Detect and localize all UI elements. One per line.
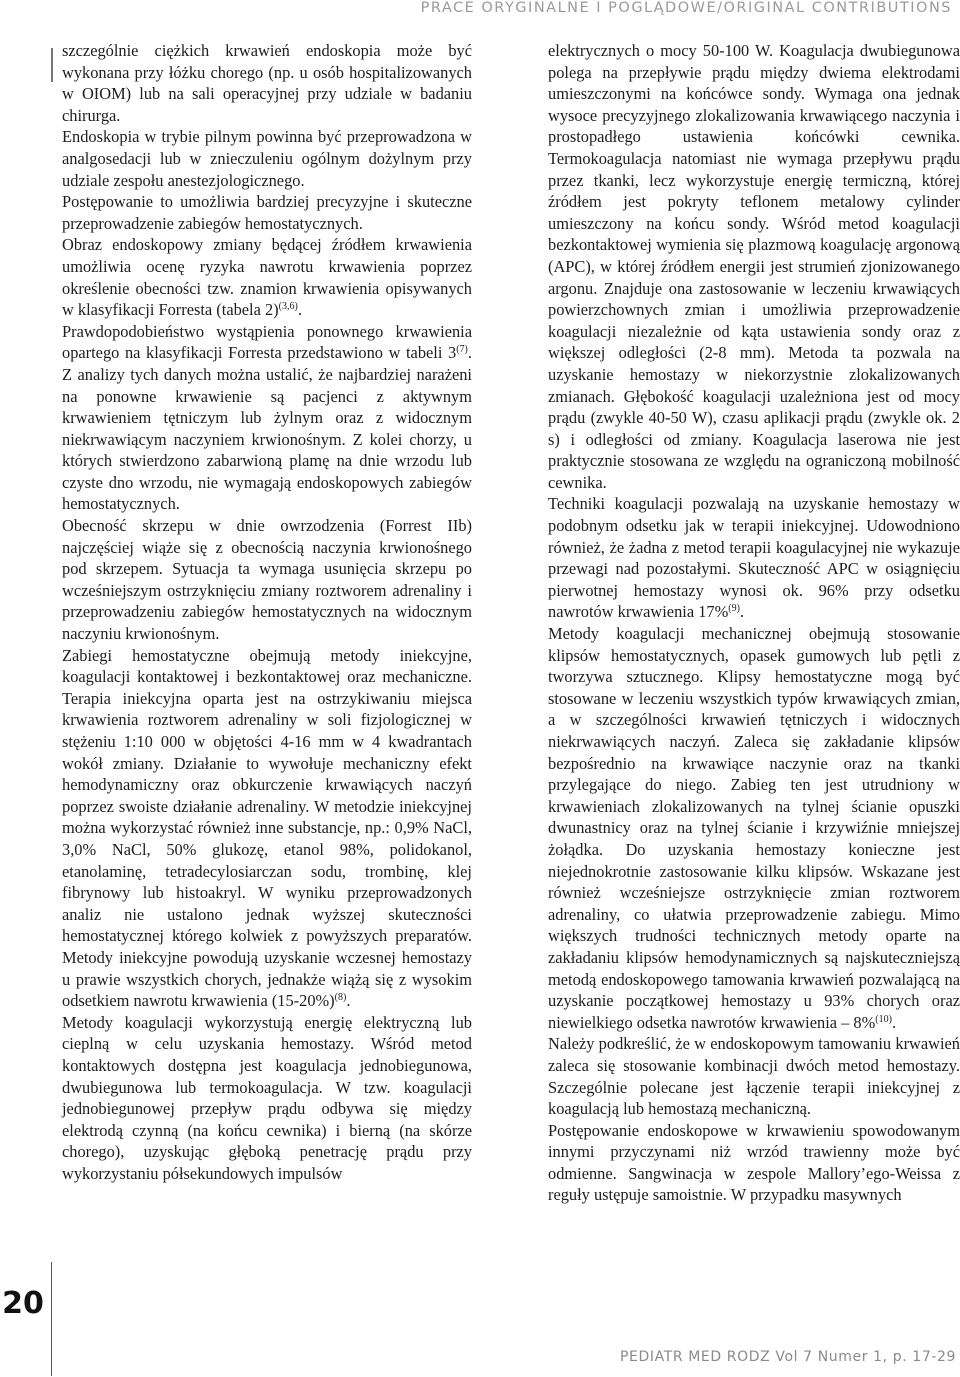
paragraph: Metody koagulacji mechanicznej obejmują stosowanie klipsów hemostatycznych, opasek gumowych lub pętli z tworzywa sztucznego. Klipsy hemostatyczne mogą być stosowane w leczeniu wszystkich typów krwawiących zmian, a w szczególności krwawień tętniczych i widocznych niekrwawiących naczyń. Zaleca się zakładanie klipsów bezpośrednio na krwawiące naczynie oraz na tkanki przylegające do niego. Zabieg ten jest utrudniony w krwawieniach zlokalizowanych na tylnej ścianie opuszki dwunastnicy oraz na tylnej ścianie i krzywiźnie mniejszej żołądka. Do uzyskania hemostazy konieczne jest niejednokrotnie zastosowanie kilku klipsów. Wskazane jest również wcześniejsze ostrzyknięcie zmian roztworem adrenaliny, co ułatwia przeprowadzenie zabiegu. Mimo większych trudności technicznych metody oparte na zakładaniu klipsów hemodynamicznych są najskuteczniejszą metodą endoskopowego tamowania krwawień pozwalającą na uzyskanie początkowej hemostazy u 93% chorych oraz niewielkiego odsetka nawrotów krwawienia – 8%$^{(10)}$. (548, 624, 960, 1032)
paragraph: Metody koagulacji wykorzystują energię elektryczną lub cieplną w celu uzyskania hemostazy. Wśród metod kontaktowych dostępna jest koagulacja jednobiegunowa, dwubiegunowa lub termokoagulacja. W tzw. koagulacji jednobiegunowej przepływ prądu odbywa się między elektrodą czynną (na końcu cewnika) i bierną (na skórze chorego), uzyskując głęboką penetrację prądu przy wykorzystaniu półsekundowych impulsów (62, 1012, 472, 1183)
paragraph: Prawdopodobieństwo wystąpienia ponownego krwawienia opartego na klasyfikacji Forresta przedstawiono w tabeli 3$^{(7)}$. Z analizy tych danych można ustalić, że najbardziej narażeni na ponowne krwawienie są pacjenci z aktywnym krwawieniem tętniczym lub żylnym oraz z widocznym niekrwawiącym naczyniem krwionośnym. Z kolei chorzy, u których stwierdzono zabarwioną plamę na dnie wrzodu lub czyste dno wrzodu, nie wymagają endoskopowych zabiegów hemostatycznych. (62, 321, 472, 514)
paragraph: Obraz endoskopowy zmiany będącej źródłem krwawienia umożliwia ocenę ryzyka nawrotu krwawienia poprzez określenie obecności tzw. znamion krwawienia opisywanych w klasyfikacji Forresta (tabela 2)$^{(3,6)}$. (62, 235, 472, 320)
paragraph: Postępowanie to umożliwia bardziej precyzyjne i skuteczne przeprowadzenie zabiegów hemostatycznych. (62, 192, 472, 233)
paragraph: Należy podkreślić, że w endoskopowym tamowaniu krwawień zaleca się stosowanie kombinacji dwóch metod hemostazy. Szczególnie polecane jest łączenie terapii iniekcyjnej z koagulacją lub hemostazą mechaniczną. (548, 1034, 960, 1119)
margin-rule (51, 1262, 52, 1376)
paragraph: szczególnie ciężkich krwawień endoskopia może być wykonana przy łóżku chorego (np. u osób hospitalizowanych w OIOM) lub na sali operacyjnej przy udziale w badaniu chirurga. (62, 41, 472, 125)
citation: (10) (875, 1013, 892, 1025)
top-rule (51, 48, 53, 82)
left-column (62, 40, 472, 1184)
citation: (8) (334, 992, 347, 1004)
paragraph: Techniki koagulacji pozwalają na uzyskanie hemostazy w podobnym odsetku jak w terapii iniekcyjnej. Udowodniono również, że żadna z metod terapii koagulacyjnej nie wykazuje przewagi nad pozostałymi. Skuteczność APC w osiągnięciu pierwotnej hemostazy wynosi ok. 96% przy odsetku nawrotów krwawienia 17%$^{(9)}$. (548, 494, 960, 622)
paragraph: Endoskopia w trybie pilnym powinna być przeprowadzona w analgosedacji lub w znieczuleniu ogólnym dożylnym przy udziale zespołu anestezjologicznego. (62, 127, 472, 190)
paragraph: Postępowanie endoskopowe w krwawieniu spowodowanym innymi przyczynami niż wrzód trawienny może być odmienne. Sangwinacja w zespole Mallory’ego-Weissa z reguły ustępuje samoistnie. W przypadku masywnych (548, 1120, 960, 1205)
paragraph: elektrycznych o mocy 50-100 W. Koagulacja dwubiegunowa polega na przepływie prądu między dwiema elektrodami umieszczonymi na końcówce sondy. Wymaga ona jednak wysoce precyzyjnego zlokalizowania krwawiącego naczynia i prostopadłego ustawienia końcówki cewnika. Termokoagulacja natomiast nie wymaga przepływu prądu przez tkanki, lecz wykorzystuje energię termiczną, której źródłem jest pokryty teflonem metalowy cylinder umieszczony na końcu sondy. Wśród metod koagulacji bezkontaktowej wymienia się plazmową koagulację argonową (APC), w której źródłem energii jest strumień zjonizowanego argonu. Znajduje ona zastosowanie w leczeniu krwawiących powierzchownych zmian i umożliwia przeprowadzenie koagulacji niezależnie od kąta ustawienia sondy oraz z większej odległości (2-8 mm). Metoda ta pozwala na uzyskanie hemostazy w niekorzystnie zlokalizowanych zmianach. Głębokość koagulacji uzależniona jest od mocy prądu (zwykle 40-50 W), czasu aplikacji prądu (zwykle ok. 2 s) i odległości od zmiany. Koagulacja laserowa nie jest praktycznie stosowana ze względu na ograniczoną mobilność cewnika. (548, 41, 960, 492)
citation: (3,6) (278, 301, 298, 313)
footer-citation: PEDIATR MED RODZ Vol 7 Numer 1, p. 17-29 (620, 1349, 956, 1365)
paragraph: Obecność skrzepu w dnie owrzodzenia (Forrest IIb) najczęściej wiąże się z obecnością naczynia krwionośnego pod skrzepem. Sytuacja ta wymaga usunięcia skrzepu po wcześniejszym ostrzyknięciu zmiany roztworem adrenaliny i przeprowadzeniu zabiegów hemostatycznych na widocznym naczyniu krwionośnym. (62, 516, 472, 644)
running-header: PRACE ORYGINALNE I POGLĄDOWE/ORIGINAL CONTRIBUTIONS (420, 0, 952, 16)
citation: (7) (456, 344, 468, 356)
citation: (9) (728, 603, 740, 615)
paragraph: Zabiegi hemostatyczne obejmują metody iniekcyjne, koagulacji kontaktowej i bezkontaktowej oraz mechaniczne. Terapia iniekcyjna oparta jest na ostrzykiwaniu miejsca krwawienia roztworem adrenaliny w soli fizjologicznej w stężeniu 1:10 000 w objętości 4-16 mm w 4 kwadrantach wokół zmiany. Działanie to wywołuje mechaniczny efekt hemodynamiczny oraz obkurczenie krwawiących naczyń poprzez swoiste działanie adrenaliny. W metodzie iniekcyjnej można wykorzystać również inne substancje, np.: 0,9% NaCl, 3,0% NaCl, 50% glukozę, etanol 98%, polidokanol, etanolaminę, tetradecylosiarczan sodu, trombinę, klej fibrynowy lub histoakryl. W wyniku przeprowadzonych analiz nie ustalono jednak wyższej skuteczności hemostatycznej którego kolwiek z powyższych preparatów. Metody iniekcyjne powodują uzyskanie wczesnej hemostazy u prawie wszystkich chorych, jednakże wiążą się z wysokim odsetkiem nawrotu krwawienia $(15-20\%)^{(8)}$. (62, 645, 472, 1011)
right-column (548, 40, 960, 1206)
page-number: 20 (2, 1286, 44, 1321)
